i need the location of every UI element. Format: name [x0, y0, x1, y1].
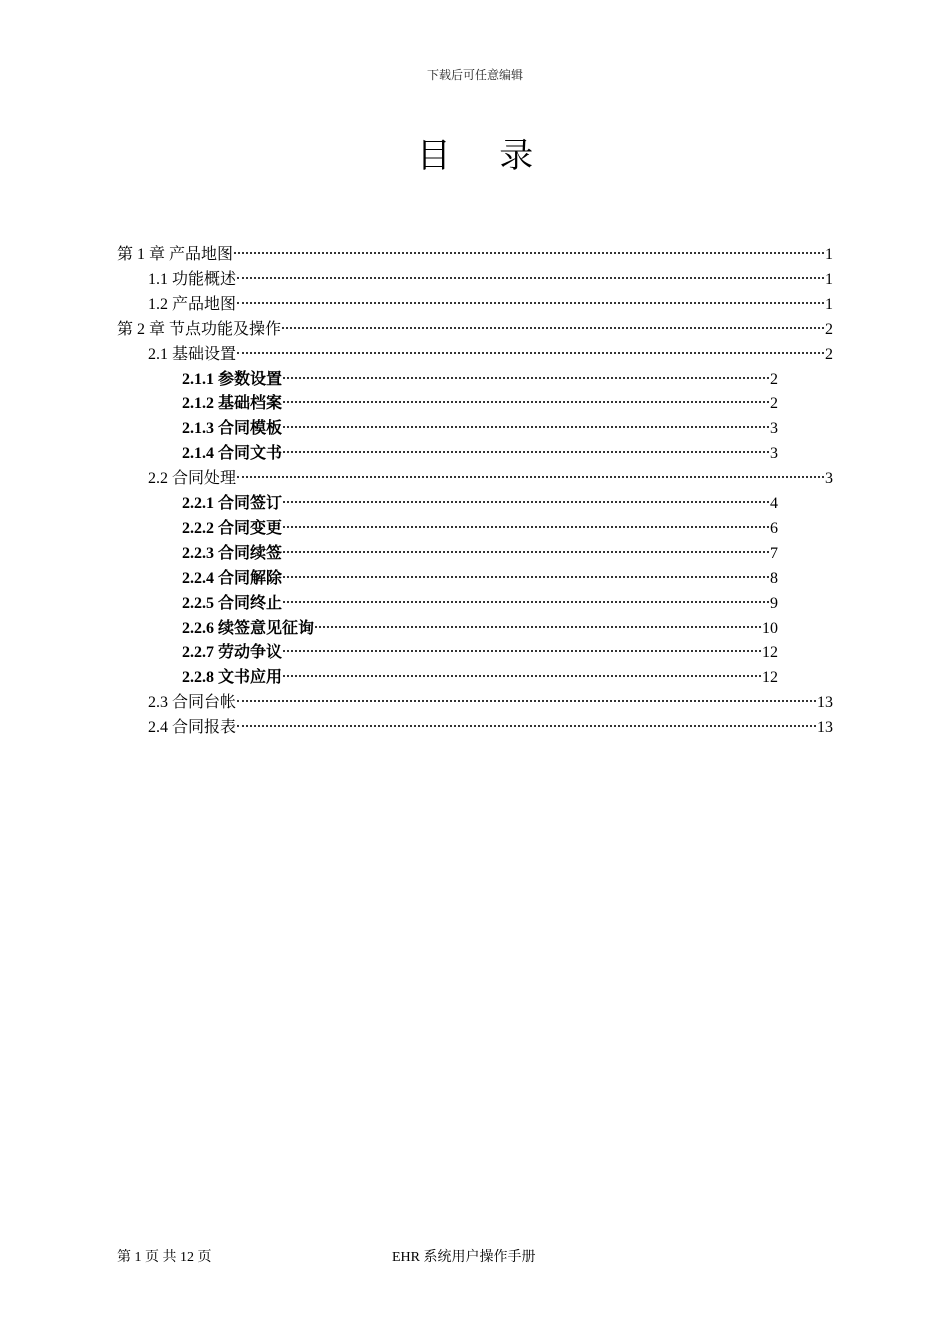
toc-entry-label: 2.2.4 合同解除 — [182, 569, 283, 587]
toc-entry-label: 2.2.2 合同变更 — [182, 519, 283, 537]
toc-entry[interactable] — [148, 716, 833, 740]
toc-entry-label: 1.1 功能概述 — [148, 270, 237, 288]
toc-entry[interactable] — [182, 542, 778, 566]
toc-entry-label: 2.4 合同报表 — [148, 719, 237, 737]
toc-entry-label: 2.2.7 劳动争议 — [182, 644, 283, 662]
toc-leader-dots — [283, 675, 761, 677]
toc-leader-dots — [283, 601, 769, 603]
toc-entry[interactable] — [182, 617, 778, 641]
toc-entry-page: 7 — [770, 544, 778, 562]
toc-entry-label: 2.2.6 续签意见征询 — [182, 619, 315, 637]
toc-entry[interactable] — [148, 268, 833, 292]
toc-entry-page: 3 — [825, 470, 833, 488]
toc-leader-dots — [315, 626, 761, 628]
toc-leader-dots — [237, 352, 824, 354]
toc-entry[interactable] — [148, 691, 833, 715]
toc-entry-page: 12 — [762, 644, 778, 662]
toc-leader-dots — [283, 526, 769, 528]
toc-leader-dots — [237, 302, 824, 304]
toc-leader-dots — [283, 551, 769, 553]
toc-entry-label: 1.2 产品地图 — [148, 295, 237, 313]
toc-entry[interactable] — [148, 467, 833, 491]
toc-entry-label: 2.2.1 合同签订 — [182, 495, 283, 512]
toc-entry-page: 13 — [817, 694, 833, 712]
toc-entry-page: 8 — [770, 569, 778, 587]
toc-leader-dots — [283, 650, 761, 652]
toc-entry[interactable] — [182, 592, 778, 616]
toc-entry[interactable] — [182, 666, 778, 690]
toc-entry[interactable] — [182, 641, 778, 665]
toc-entry-page: 2 — [770, 395, 778, 413]
toc-entry-label: 2.1.1 参数设置 — [182, 370, 283, 388]
toc-entry-label: 第 1 章 产品地图 — [117, 246, 234, 263]
toc-leader-dots — [283, 501, 769, 503]
toc-entry-label: 2.2 合同处理 — [148, 470, 237, 488]
toc-entry-label: 2.1.2 基础档案 — [182, 395, 283, 413]
toc-entry-label: 2.2.5 合同终止 — [182, 594, 283, 612]
footer-page-info: 第 1 页 共 12 页 — [117, 1250, 212, 1265]
footer-doc-title: EHR 系统用户操作手册 — [392, 1250, 536, 1265]
toc-leader-dots — [283, 451, 769, 453]
toc-entry-label: 2.2.3 合同续签 — [182, 544, 283, 562]
toc-entry[interactable] — [182, 417, 778, 441]
toc-entry[interactable] — [182, 368, 778, 392]
toc-leader-dots — [237, 725, 816, 727]
toc-leader-dots — [237, 476, 824, 478]
toc-leader-dots — [283, 401, 769, 403]
toc-entry-page: 9 — [770, 594, 778, 612]
toc-entry-label: 第 2 章 节点功能及操作 — [117, 320, 282, 338]
toc-entry[interactable] — [182, 442, 778, 466]
toc-leader-dots — [237, 700, 816, 702]
header-note: 下载后可任意编辑 — [426, 68, 523, 82]
toc-entry-page: 12 — [762, 669, 778, 687]
toc-entry-page: 1 — [825, 270, 833, 288]
toc-entry-page: 2 — [825, 320, 833, 338]
toc-entry-label: 2.2.8 文书应用 — [182, 669, 283, 687]
toc-entry-page: 13 — [817, 719, 833, 737]
toc-entry[interactable] — [148, 293, 833, 317]
toc-entry-page: 2 — [770, 370, 778, 388]
toc-leader-dots — [282, 327, 824, 329]
toc-leader-dots — [234, 252, 824, 254]
toc-leader-dots — [283, 426, 769, 428]
toc-entry-label: 2.3 合同台帐 — [148, 694, 237, 712]
toc-entry[interactable] — [148, 343, 833, 367]
toc-entry-page: 3 — [770, 420, 778, 438]
toc-leader-dots — [237, 277, 824, 279]
toc-entry[interactable] — [182, 492, 778, 516]
toc-entry-page: 6 — [770, 519, 778, 537]
toc-entry[interactable] — [117, 318, 833, 342]
toc-entry-label: 2.1.3 合同模板 — [182, 420, 283, 438]
toc-entry[interactable] — [182, 517, 778, 541]
toc-entry-label: 2.1.4 合同文书 — [182, 445, 283, 463]
toc-entry[interactable] — [117, 243, 833, 267]
toc-entry-page: 4 — [770, 495, 778, 512]
toc-leader-dots — [283, 377, 769, 379]
toc-entry-page: 1 — [825, 246, 833, 263]
toc-entry[interactable] — [182, 567, 778, 591]
toc-entry-page: 3 — [770, 445, 778, 463]
page-title: 目 录 — [416, 138, 554, 175]
toc-entry-page: 1 — [825, 295, 833, 313]
toc-entry[interactable] — [182, 392, 778, 416]
toc-entry-page: 10 — [762, 619, 778, 637]
toc-leader-dots — [283, 576, 769, 578]
toc-entry-label: 2.1 基础设置 — [148, 345, 237, 363]
toc-entry-page: 2 — [825, 345, 833, 363]
